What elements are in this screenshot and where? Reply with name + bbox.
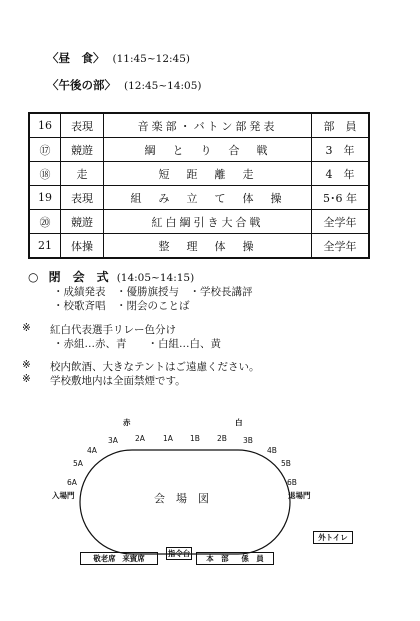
program-participants: 3 年: [312, 138, 370, 162]
closing-bullet: ○: [28, 270, 39, 284]
program-number: ⑰: [29, 138, 61, 162]
guest-seats-label: 来賓席: [122, 554, 145, 563]
program-title: 組 み 立 て 体 操: [104, 186, 312, 210]
note-text: 校内飲酒、大きなテントはご遠慮ください。: [50, 361, 260, 373]
program-row: [29, 234, 369, 259]
program-participants: 5･6 年: [312, 186, 370, 210]
program-participants: 4 年: [312, 162, 370, 186]
seat-label: 3B: [243, 436, 253, 445]
map-title: 会 場 図: [154, 492, 209, 505]
program-number: 19: [29, 186, 61, 210]
program-row: [29, 186, 369, 210]
toilet-box: 外トイレ: [313, 531, 353, 544]
seat-label: 1A: [163, 434, 173, 443]
elderly-seats-box: [80, 552, 158, 565]
lunch-time: (11:45~12:45): [112, 53, 191, 65]
program-category: 走: [61, 162, 104, 186]
program-category: 競遊: [61, 138, 104, 162]
closing-label: 閉 会 式: [48, 270, 109, 284]
afternoon-label: 〈午後の部〉: [47, 78, 116, 92]
closing-line-1: ・成績発表 ・優勝旗授与 ・学校長講評: [53, 286, 253, 298]
red-team-label: 赤: [123, 418, 131, 427]
program-participants: 全学年: [312, 210, 370, 234]
program-table: [28, 112, 370, 259]
program-category: 表現: [61, 113, 104, 138]
note-mark: ※: [22, 373, 31, 385]
closing-heading: [28, 268, 194, 285]
program-row: [29, 210, 369, 234]
lunch-heading: [47, 50, 190, 66]
program-participants: 部 員: [312, 113, 370, 138]
elderly-seats-label: 敬老席: [93, 554, 116, 563]
seat-label: 5B: [281, 459, 291, 468]
program-title: 音楽部・バトン部発表: [104, 113, 312, 138]
seat-label: 2B: [217, 434, 227, 443]
program-number: ⑳: [29, 210, 61, 234]
program-title: 紅白綱引き大合戦: [104, 210, 312, 234]
seat-label: 6B: [287, 478, 297, 487]
program-title: 綱 と り 合 戦: [104, 138, 312, 162]
program-row: [29, 162, 369, 186]
lunch-label: 〈昼 食〉: [47, 51, 105, 65]
program-row: [29, 138, 369, 162]
headquarters-label: 本 部: [206, 554, 229, 563]
afternoon-time: (12:45~14:05): [124, 80, 202, 92]
program-category: 表現: [61, 186, 104, 210]
closing-time: (14:05~14:15): [116, 272, 195, 284]
afternoon-heading: [47, 77, 202, 93]
program-number: 21: [29, 234, 61, 259]
staff-label: 係 員: [241, 554, 264, 563]
program-number: 16: [29, 113, 61, 138]
track-drawing: [0, 410, 420, 610]
note-text: 学校敷地内は全面禁煙です。: [50, 375, 186, 387]
program-category: 競遊: [61, 210, 104, 234]
white-team-label: 白: [235, 418, 243, 427]
note-mark: ※: [22, 359, 31, 371]
exit-gate-label: 退場門: [288, 491, 311, 500]
seat-label: 5A: [73, 459, 83, 468]
seat-label: 4A: [87, 446, 97, 455]
relay-mark: ※: [22, 322, 31, 334]
program-number: ⑱: [29, 162, 61, 186]
command-stand-box: 指令台: [167, 549, 191, 558]
relay-title: 紅白代表選手リレー色分け: [50, 324, 176, 336]
program-row: [29, 113, 369, 138]
relay-colors: ・赤組…赤、青 ・白組…白、黄: [53, 338, 221, 350]
headquarters-box: [196, 552, 274, 565]
seat-label: 2A: [135, 434, 145, 443]
seat-label: 3A: [108, 436, 118, 445]
program-title: 短 距 離 走: [104, 162, 312, 186]
program-title: 整 理 体 操: [104, 234, 312, 259]
seat-label: 6A: [67, 478, 77, 487]
seat-label: 4B: [267, 446, 277, 455]
entrance-gate-label: 入場門: [52, 491, 75, 500]
venue-map: [0, 410, 420, 610]
closing-line-2: ・校歌斉唱 ・閉会のことば: [53, 300, 190, 312]
seat-label: 1B: [190, 434, 200, 443]
program-category: 体操: [61, 234, 104, 259]
program-participants: 全学年: [312, 234, 370, 259]
